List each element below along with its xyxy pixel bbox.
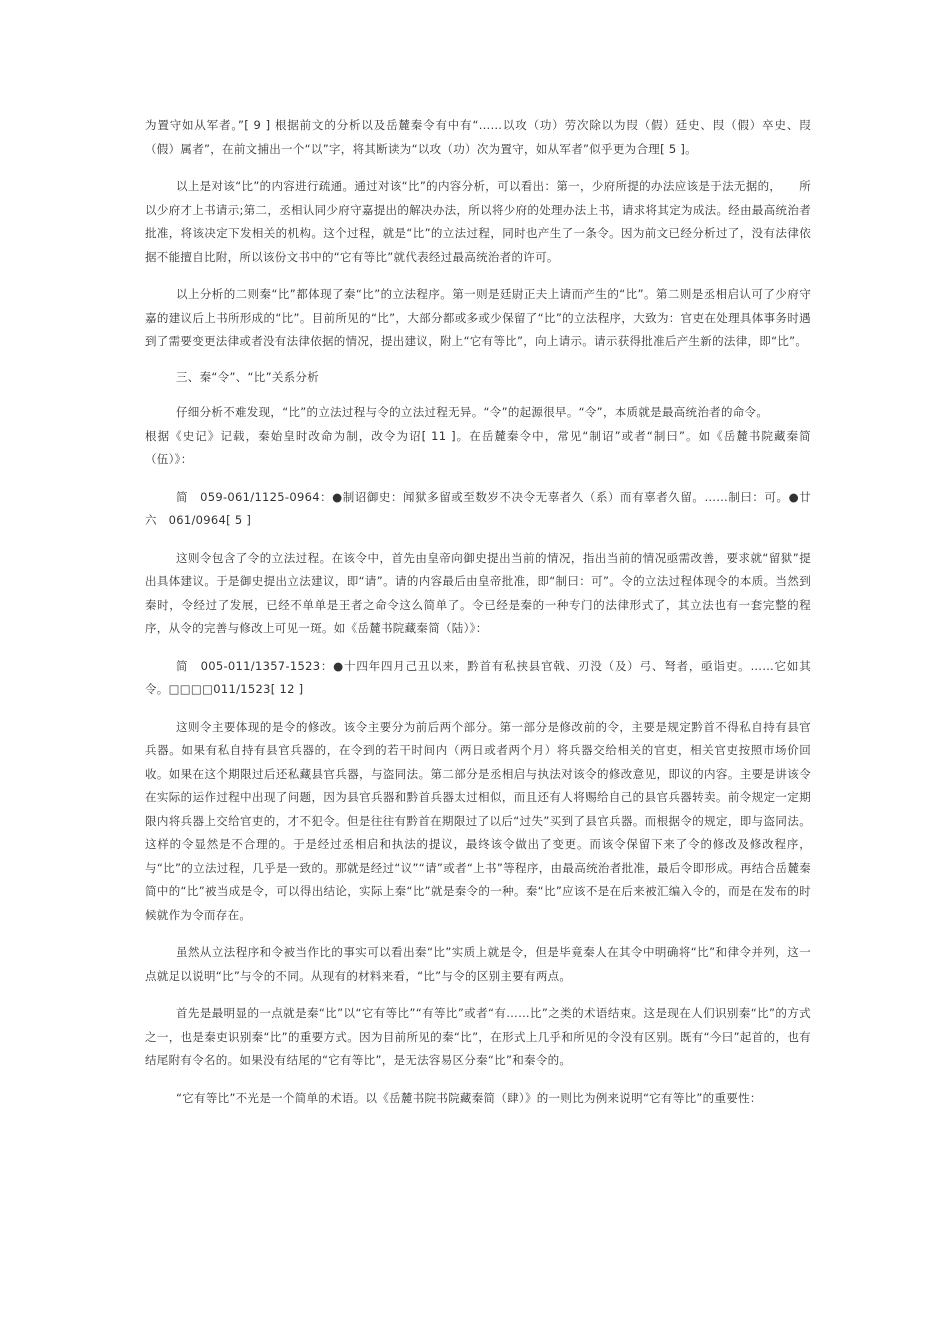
paragraph-2: 以上是对该“比”的内容进行疏通。通过对该“比”的内容分析，可以看出：第一，少府所提的办法应该是于法无据的， 所以少府才上书请示;第二，丞相认同少府守嘉提出的解决办法，所以将少府的处理办法上书，请求将其定为成法。经由最高统治者批准，将该决定下发相关的机构。这个过程，就是“比”的立法过程，同时也产生了一条令。因为前文已经分析过了，没有法律依据不能擅自比附，所以该份文书中的“它有等比”就代表经过最高统治者的许可。 (145, 179, 811, 264)
paragraph-5: 根据《史记》记载，秦始皇时改命为制，改令为诏[ 11 ]。在岳麓秦令中，常见“制诏”或者“制曰”。如《岳麓书院藏秦简（伍）》： (145, 428, 811, 466)
quote-2: 简 005-011/1357-1523：●十四年四月己丑以来，黔首有私挟县官戟、刃没（及）弓、弩者，亟诣吏。……它如其令。□□□□011/1523[ 12 ] (145, 658, 811, 696)
paragraph-10: “它有等比”不光是一个简单的术语。以《岳麓书院书院藏秦简（肆）》的一则比为例来说明“它有等比”的重要性： (176, 1090, 762, 1105)
paragraph-4: 仔细分析不难发现，“比”的立法过程与令的立法过程无异。“令”的起源很早。“令”，本质就是最高统治者的命令。 (176, 405, 769, 419)
paragraph-7: 这则令主要体现的是令的修改。该令主要分为前后两个部分。第一部分是修改前的令，主要是规定黔首不得私自持有县官兵器。如果有私自持有县官兵器的，在令到的若干时间内（两日或者两个月）将兵器交给相关的官吏，相关官吏按照市场价回收。如果在这个期限过后还私藏县官兵器，与盗同法。第二部分是丞相启与执法对该令的修改意见，即议的内容。主要是讲该令在实际的运作过程中出现了问题，因为县官兵器和黔首兵器太过相似，而且还有人将赐给自己的县官兵器转卖。前令规定一定期限内将兵器上交给官吏的，才不犯令。但是往往有黔首在期限过了以后“过失”买到了县官兵器。而根据令的规定，即与盗同法。这样的令显然是不合理的。于是经过丞相启和执法的提议，最终该令做出了变更。而该令保留下来了令的修改及修改程序，与“比”的立法过程，几乎是一致的。那就是经过“议”“请”或者“上书”等程序，由最高统治者批准，最后令即形成。再结合岳麓秦简中的“比”被当成是令，可以得出结论，实际上秦“比”就是秦令的一种。秦“比”应该不是在后来被汇编入令的，而是在发布的时候就作为令而存在。 (145, 719, 811, 922)
paragraph-6: 这则令包含了令的立法过程。在该令中，首先由皇帝向御史提出当前的情况，指出当前的情况亟需改善，要求就“留狱”提出具体建议。于是御史提出立法建议，即“请”。请的内容最后由皇帝批准，即“制曰：可”。令的立法过程体现令的本质。当然到秦时，令经过了发展，已经不单单是王者之命令这么简单了。令已经是秦的一种专门的法律形式了，其立法也有一套完整的程序，从令的完善与修改上可见一斑。如《岳麓书院藏秦简（陆）》： (145, 550, 811, 635)
section-heading: 三、秦“令”、“比”关系分析 (176, 369, 320, 384)
document-body (145, 114, 811, 1110)
quote-1: 简 059-061/1125-0964：●制诏御史：闻狱多留或至数岁不决令无辜者久（系）而有辜者久留。……制曰：可。●廿六 061/0964[ 5 ] (145, 489, 811, 527)
paragraph-9: 首先是最明显的一点就是秦“比”以“它有等比”“有等比”或者“有……比”之类的术语结束。这是现在人们识别秦“比”的方式之一，也是秦吏识别秦“比”的重要方式。因为目前所见的秦“比”，在形式上几乎和所见的令没有区别。既有“今曰”起首的，也有结尾附有令名的。如果没有结尾的“它有等比”，是无法容易区分秦“比”和秦令的。 (145, 1006, 811, 1067)
paragraph-8: 虽然从立法程序和令被当作比的事实可以看出秦“比”实质上就是令，但是毕竟秦人在其令中明确将“比”和律令并列，这一点就足以说明“比”与令的不同。从现有的材料来看，“比”与令的区别主要有两点。 (145, 945, 811, 983)
paragraph-3: 以上分析的二则秦“比”都体现了秦“比”的立法程序。第一则是廷尉正夫上请而产生的“比”。第二则是丞相启认可了少府守嘉的建议后上书所形成的“比”。目前所见的“比”，大部分都或多或少保留了“比”的立法程序，大致为：官吏在处理具体事务时遇到了需要变更法律或者没有法律依据的情况，提出建议，附上“它有等比”，向上请示。请示获得批准后产生新的法律，即“比”。 (145, 287, 811, 348)
paragraph-1: 为置守如从军者。”[ 9 ] 根据前文的分析以及岳麓秦令有中有“……以攻（功）劳次除以为叚（假）廷史、叚（假）卒史、叚（假）属者”，在前文捕出一个“以”字，将其断读为“以攻（功）次为置守，如从军者”似乎更为合理[ 5 ]。 (145, 118, 811, 156)
